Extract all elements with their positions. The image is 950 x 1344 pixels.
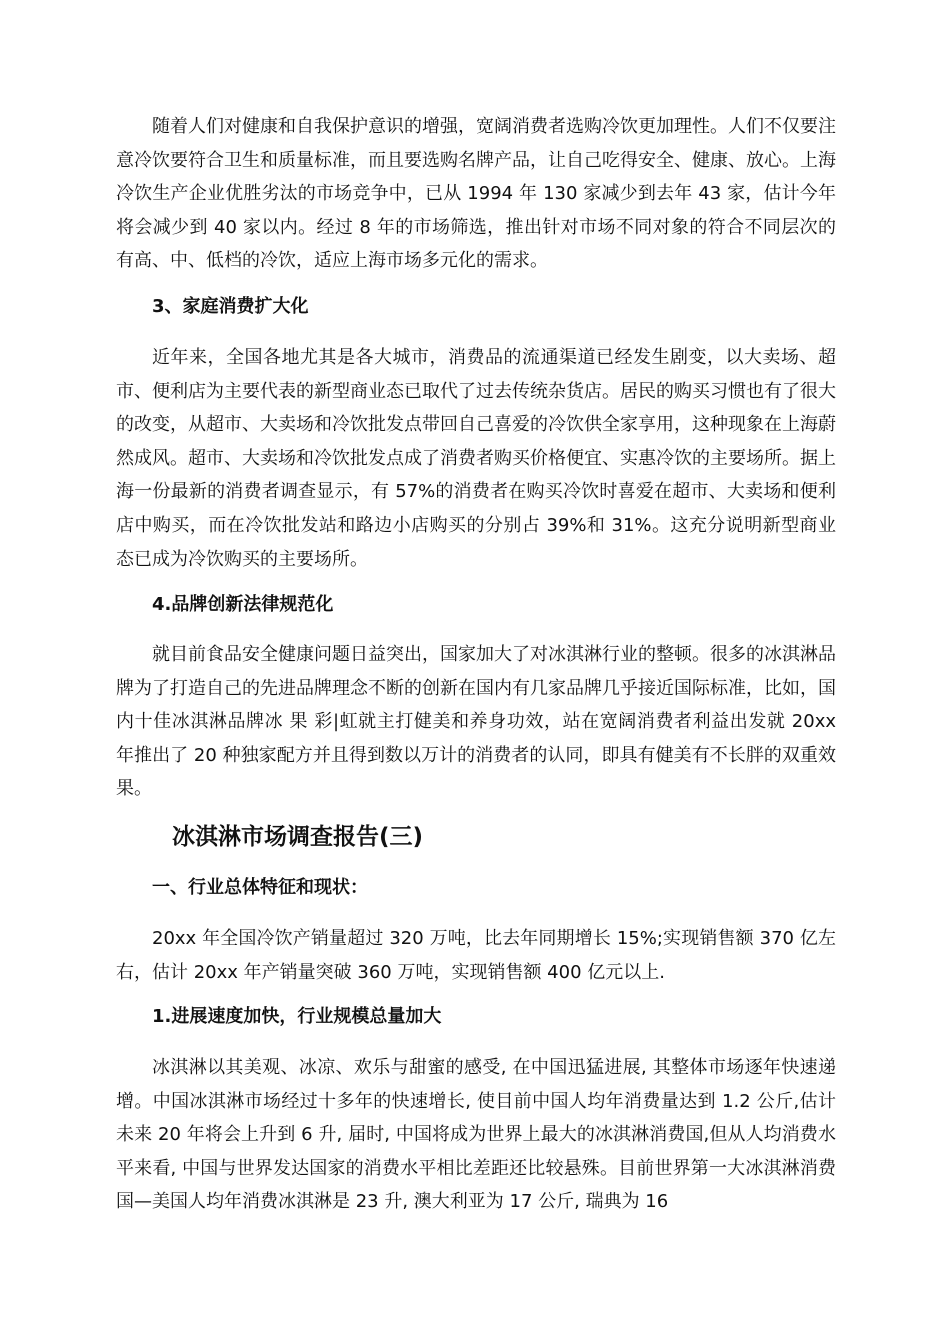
heading-household-consumption: 3、家庭消费扩大化 bbox=[152, 296, 309, 317]
paragraph-consumer-awareness: 随着人们对健康和自我保护意识的增强，宽阔消费者选购冷饮更加理性。人们不仅要注意冷饮要符合卫生和质量标准，而且要选购名牌产品，让自己吃得安全、健康、放心。上海冷饮生产企业优胜劣汰的市场竞争中，已从 1994 年 130 家减少到去年 43 家，估计今年将会减少到 40 家以内。经过 8 年的市场筛选，推出针对市场不同对象的符合不同层次的有高、中、低档的冷饮，适应上海市场多元化的需求。 bbox=[116, 116, 836, 272]
section-title: 冰淇淋市场调查报告(三) bbox=[172, 824, 424, 850]
heading-brand-innovation: 4.品牌创新法律规范化 bbox=[152, 594, 334, 615]
paragraph-retail-channels: 近年来，全国各地尤其是各大城市，消费品的流通渠道已经发生剧变，以大卖场、超市、便利店为主要代表的新型商业态已取代了过去传统杂货店。居民的购买习惯也有了很大的改变，从超市、大卖场和冷饮批发点带回自己喜爱的冷饮供全家享用，这种现象在上海蔚然成风。超市、大卖场和冷饮批发点成了消费者购买价格便宜、实惠冷饮的主要场所。据上海一份最新的消费者调查显示，有 57%的消费者在购买冷饮时喜爱在超市、大卖场和便利店中购买，而在冷饮批发站和路边小店购买的分别占 39%和 31%。这充分说明新型商业态已成为冷饮购买的主要场所。 bbox=[116, 347, 836, 570]
heading-industry-overview: 一、行业总体特征和现状： bbox=[152, 877, 368, 898]
paragraph-brand-regulation: 就目前食品安全健康问题日益突出，国家加大了对冰淇淋行业的整顿。很多的冰淇淋品牌为了打造自己的先进品牌理念不断的创新在国内有几家品牌几乎接近国际标准，比如，国内十佳冰淇淋品牌冰 果 彩|虹就主打健美和养身功效，站在宽阔消费者利益出发就 20xx 年推出了 20 种独家配方并且得到数以万计的消费者的认同，即具有健美有不长胖的双重效果。 bbox=[116, 644, 836, 800]
heading-growth-speed: 1.进展速度加快，行业规模总量加大 bbox=[152, 1006, 442, 1027]
paragraph-production-sales: 20xx 年全国冷饮产销量超过 320 万吨，比去年同期增长 15%;实现销售额 370 亿左右，估计 20xx 年产销量突破 360 万吨，实现销售额 400 亿元以上. bbox=[116, 928, 836, 983]
paragraph-market-growth: 冰淇淋以其美观、冰凉、欢乐与甜蜜的感受, 在中国迅猛进展, 其整体市场逐年快速递增。中国冰淇淋市场经过十多年的快速增长, 使目前中国人均年消费量达到 1.2 公斤,估计未来 20 年将会上升到 6 升, 届时, 中国将成为世界上最大的冰淇淋消费国,但从人均消费水平来看, 中国与世界发达国家的消费水平相比差距还比较悬殊。目前世界第一大冰淇淋消费国—美国人均年消费冰淇淋是 23 升, 澳大利亚为 17 公斤, 瑞典为 16 bbox=[116, 1057, 836, 1213]
